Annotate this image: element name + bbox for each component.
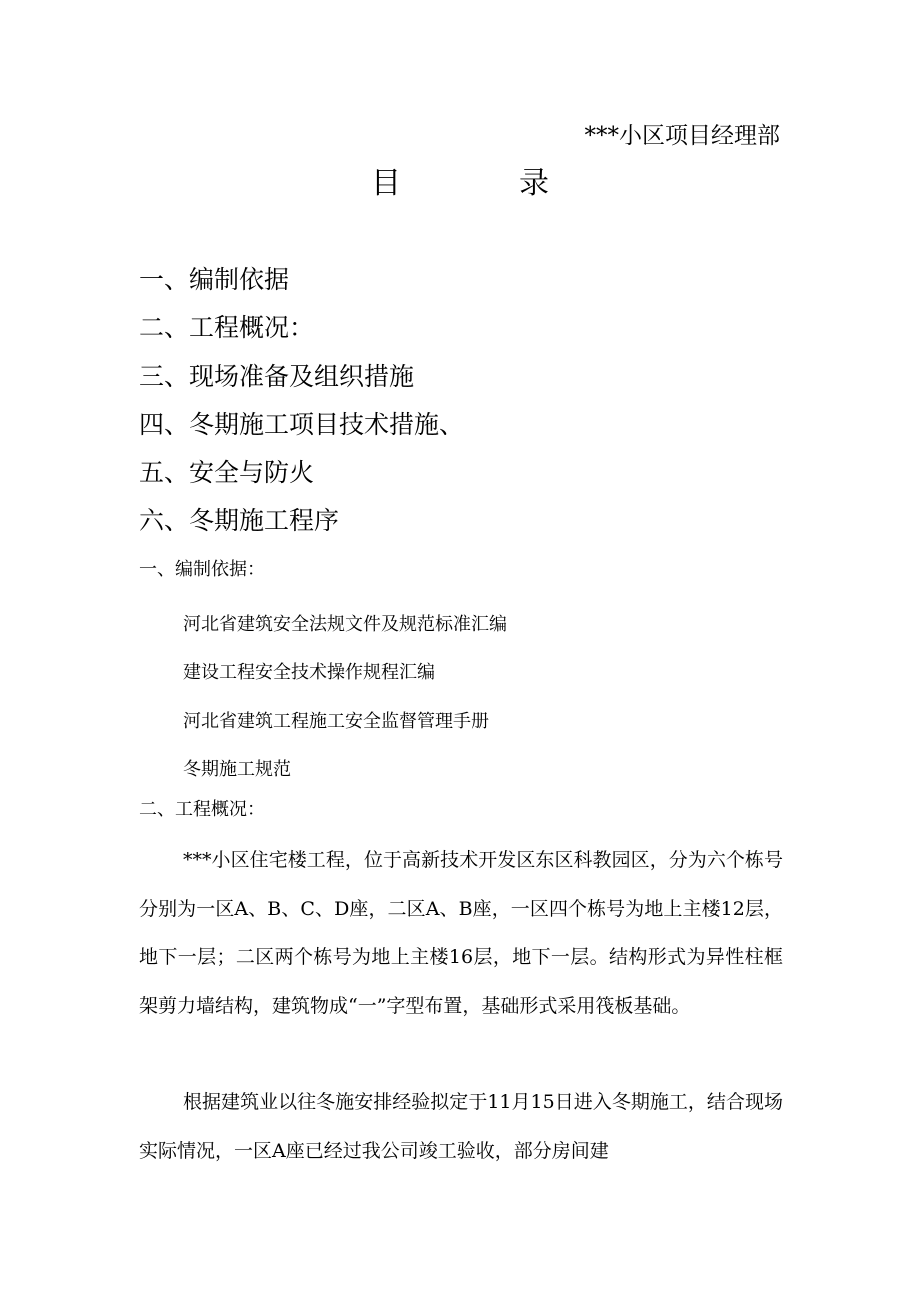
toc-item: 一、编制依据	[139, 265, 290, 294]
toc-item: 二、工程概况：	[139, 313, 315, 343]
reference-item: 河北省建筑安全法规文件及规范标准汇编	[183, 614, 507, 635]
overview-paragraph: 根据建筑业以往冬施安排经验拟定于11月15日进入冬期施工，结合现场实际情况，一区A座已经过我公司竣工验收，部分房间建	[139, 1091, 783, 1162]
toc-title	[0, 162, 920, 206]
section-heading-overview: 二、工程概况：	[139, 799, 265, 820]
reference-item: 建设工程安全技术操作规程汇编	[183, 662, 435, 684]
reference-item: 河北省建筑工程施工安全监督管理手册	[183, 710, 489, 732]
toc-item: 三、现场准备及组织措施	[139, 361, 415, 391]
organization-name: ***小区项目经理部	[584, 123, 780, 149]
table-of-contents	[139, 256, 464, 546]
reference-item: 冬期施工规范	[183, 758, 291, 780]
reference-list	[183, 601, 507, 794]
overview-paragraph: ***小区住宅楼工程，位于高新技术开发区东区科教园区，分为六个栋号分别为一区A、B、C、D座，二区A、B座，一区四个栋号为地上主楼12层，地下一层；二区两个栋号为地上主楼16层，地下一层。结构形式为异性柱框架剪力墙结构，建筑物成“一”字型布置，基础形式采用筏板基础。	[139, 849, 783, 1017]
toc-item: 六、冬期施工程序	[139, 506, 340, 536]
toc-item: 五、安全与防火	[139, 458, 315, 488]
section-heading-basis: 一、编制依据：	[139, 559, 265, 580]
toc-title-char-2: 录	[519, 166, 549, 201]
toc-title-char-1: 目	[371, 166, 401, 201]
toc-item: 四、冬期施工项目技术措施、	[139, 409, 465, 439]
